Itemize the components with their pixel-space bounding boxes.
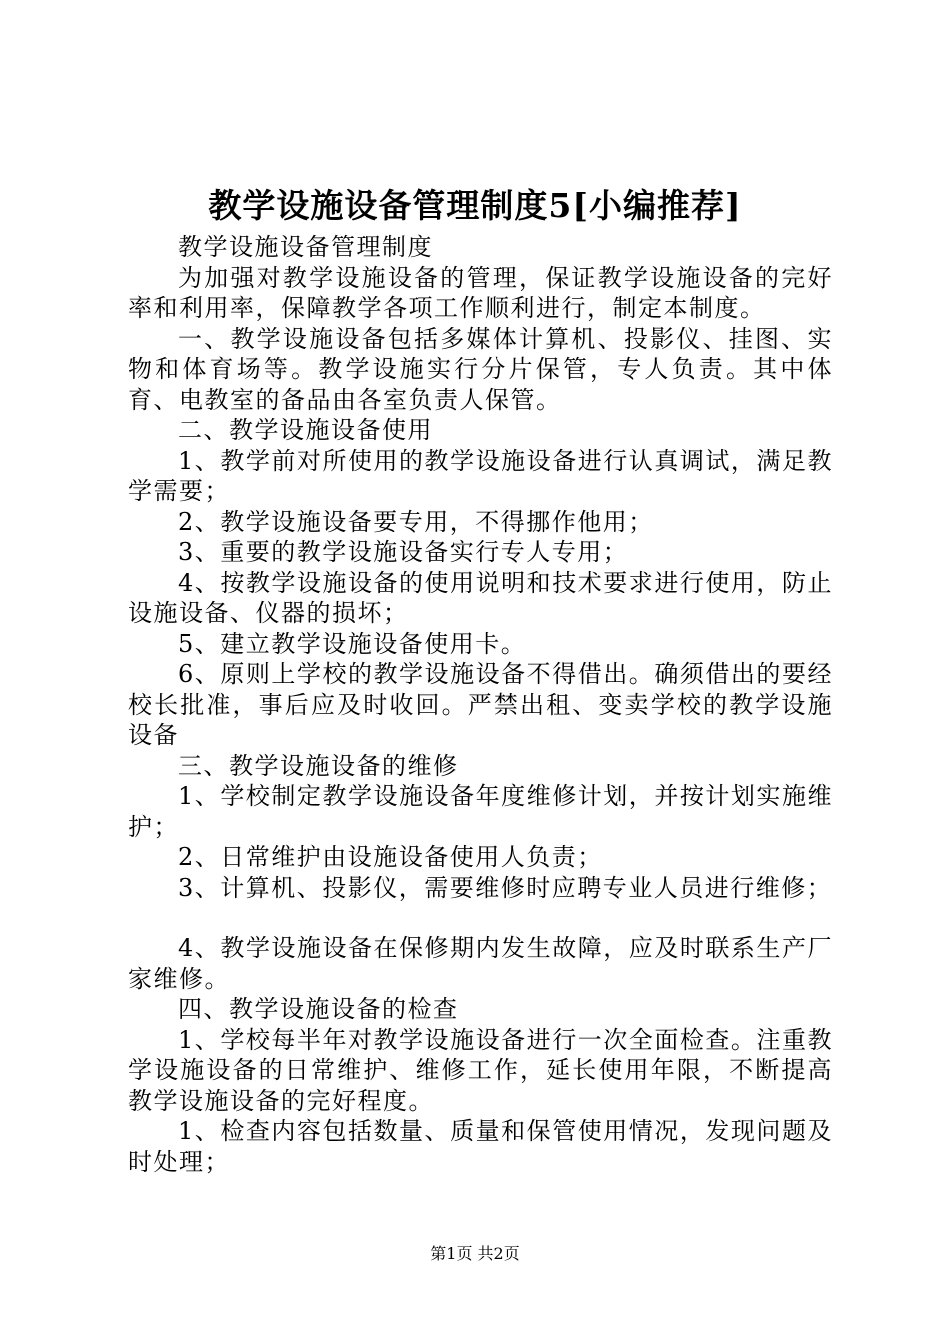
maintenance-item-1: 1、学校制定教学设施设备年度维修计划，并按计划实施维护； <box>128 782 833 841</box>
inspection-item-1: 1、学校每半年对教学设施设备进行一次全面检查。注重教学设施设备的日常维护、维修工作，延长使用年限，不断提高教学设施设备的完好程度。 <box>128 1025 833 1115</box>
inspection-item-2: 1、检查内容包括数量、质量和保管使用情况，发现问题及时处理； <box>128 1117 833 1176</box>
paragraph-section-1: 一、教学设施设备包括多媒体计算机、投影仪、挂图、实物和体育场等。教学设施实行分片保管，专人负责。其中体育、电教室的备品由各室负责人保管。 <box>128 324 833 414</box>
usage-item-5: 5、建立教学设施设备使用卡。 <box>178 629 527 658</box>
maintenance-item-3: 3、计算机、投影仪，需要维修时应聘专业人员进行维修； <box>178 873 833 902</box>
usage-item-3: 3、重要的教学设施设备实行专人专用； <box>178 538 629 566</box>
maintenance-item-4: 4、教学设施设备在保修期内发生故障，应及时联系生产厂家维修。 <box>128 934 833 993</box>
paragraph-intro: 为加强对教学设施设备的管理，保证教学设施设备的完好率和利用率，保障教学各项工作顺利进行，制定本制度。 <box>128 263 833 322</box>
usage-item-6: 6、原则上学校的教学设施设备不得借出。确须借出的要经校长批准，事后应及时收回。严禁出租、变卖学校的教学设施设备 <box>128 660 833 749</box>
section-heading-maintenance: 三、教学设施设备的维修 <box>178 751 459 780</box>
usage-item-2: 2、教学设施设备要专用，不得挪作他用； <box>178 507 654 536</box>
document-title: 教学设施设备管理制度5[小编推荐] <box>208 186 742 225</box>
page-number-footer: 第1页 共2页 <box>430 1244 520 1263</box>
usage-item-4: 4、按教学设施设备的使用说明和技术要求进行使用，防止设施设备、仪器的损坏； <box>128 568 833 627</box>
blank-line <box>128 903 833 933</box>
document-body <box>128 232 833 1177</box>
section-heading-inspection: 四、教学设施设备的检查 <box>178 995 459 1023</box>
paragraph-subtitle: 教学设施设备管理制度 <box>178 233 433 261</box>
usage-item-1: 1、教学前对所使用的教学设施设备进行认真调试，满足教学需要； <box>128 446 833 505</box>
maintenance-item-2: 2、日常维护由设施设备使用人负责； <box>178 843 603 871</box>
section-heading-usage: 二、教学设施设备使用 <box>178 416 433 444</box>
